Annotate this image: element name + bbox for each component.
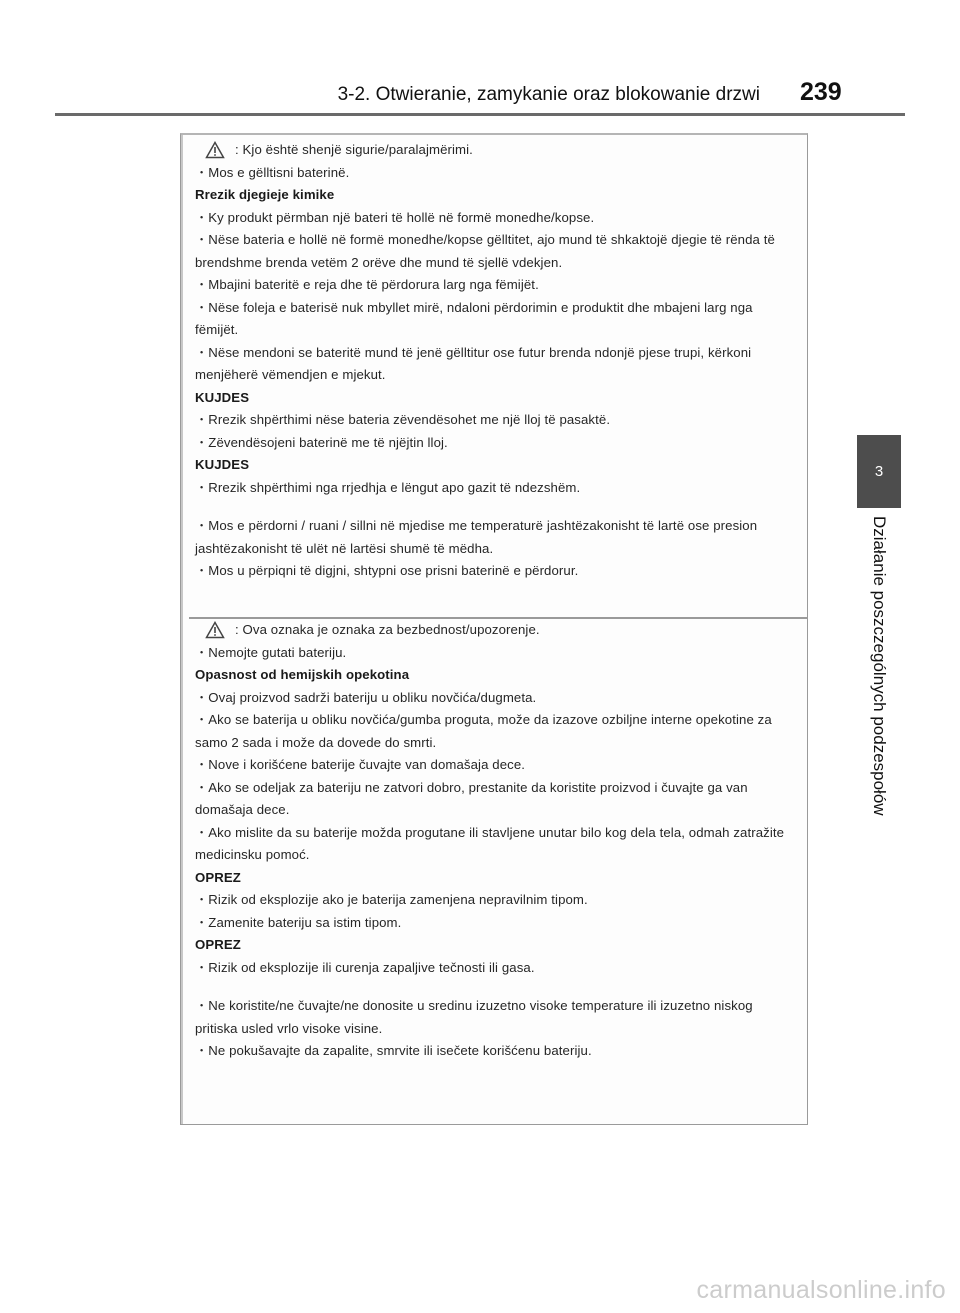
line: ・Mos e gëlltisni baterinë. [195,164,350,180]
spacer [189,979,807,995]
caution-title: OPREZ [195,869,241,885]
chapter-tab [857,435,901,508]
line: ・Ako se baterija u obliku novčića/gumba proguta, može da izazove ozbiljne interne opekotine za samo 2 sada i može da dovede do smrti. [195,712,772,750]
line: ・Ako se odeljak za bateriju ne zatvori dobro, prestanite da koristite proizvod i čuvajte ga van domašaja dece. [195,779,748,817]
watermark-text: carmanualsonline.info [696,1276,946,1304]
section-title: Opasnost od hemijskih opekotina [195,667,410,682]
caution-title: KUJDES [195,457,250,472]
spacer [189,499,807,515]
caution-title: OPREZ [195,937,241,952]
line: ・Nove i korišćene baterije čuvajte van domašaja dece. [195,757,526,772]
line: ・Ovaj proizvod sadrži bateriju u obliku novčića/dugmeta. [195,689,537,705]
panel-albanian-heading-row [189,139,807,162]
line: ・Nemojte gutati bateriju. [195,644,347,660]
chapter-side-label: Działanie poszczególnych podzespołów [870,516,889,816]
panel-albanian [189,139,807,615]
line: ・Ne koristite/ne čuvajte/ne donosite u sredinu izuzetno visoke temperature ili izuzetno niskog pritiska usled vrlo visoke visine. [195,998,753,1036]
line: ・Mos e përdorni / ruani / sillni në mjedise me temperaturë jashtëzakonisht të lartë ose presion jashtëzakonisht të ulët në lartësi shumë të mëdha. [195,518,758,556]
line: ・Nëse foleja e baterisë nuk mbyllet mirë, ndaloni përdorimin e produktit dhe mbajeni larg nga fëmijët. [195,299,753,337]
line: ・Nëse mendoni se bateritë mund të jenë gëlltitur ose futur brenda ndonjë pjese trupi, kërkoni menjëherë vëmendjen e mjekut. [195,344,752,382]
line: ・Rrezik shpërthimi nëse bateria zëvendësohet me një lloj të pasaktë. [195,412,611,427]
header-rule [55,113,905,116]
page-number: 239 [800,78,842,106]
warning-triangle-icon [205,621,225,639]
panel-serbian-heading: : Ova oznaka je oznaka za bezbednost/upozorenje. [235,622,540,637]
line: ・Ky produkt përmban një bateri të hollë në formë monedhe/kopse. [195,209,595,225]
scan-edge [181,135,183,1124]
warning-triangle-icon [205,141,225,159]
line: ・Rizik od eksplozije ako je baterija zamenjena nepravilnim tipom. [195,892,588,907]
line: ・Rrezik shpërthimi nga rrjedhja e lëngut apo gazit të ndezshëm. [195,479,581,495]
chapter-tab-number: 3 [874,463,884,480]
panel-albanian-heading: : Kjo është shenjë sigurie/paralajmërimi. [235,142,473,157]
line: ・Zëvendësojeni baterinë me të njëjtin lloj. [195,434,448,450]
line: ・Mos u përpiqni të digjni, shtypni ose prisni baterinë e përdorur. [195,563,579,578]
line: ・Ne pokušavajte da zapalite, smrvite ili isečete korišćenu bateriju. [195,1043,592,1058]
line: ・Nëse bateria e hollë në formë monedhe/kopse gëlltitet, ajo mund të shkaktojë djegie të rënda të brendshme brenda vetëm 2 orëve dhe mund të sjellë vdekjen. [195,232,775,270]
panel-serbian-heading-row [189,619,807,642]
line: ・Mbajini bateritë e reja dhe të përdorura larg nga fëmijët. [195,277,539,292]
line: ・Ako mislite da su baterije možda progutane ili stavljene unutar bilo kog dela tela, odmah zatražite medicinsku pomoć. [195,824,785,862]
chapter-header-title: 3-2. Otwieranie, zamykanie oraz blokowanie drzwi [337,84,760,105]
line: ・Rizik od eksplozije ili curenja zapaljive tečnosti ili gasa. [195,959,535,975]
line: ・Zamenite bateriju sa istim tipom. [195,914,402,930]
panel-serbian [189,617,807,1125]
caution-title: KUJDES [195,389,250,405]
scanned-warning-insert [180,133,808,1125]
section-title: Rrezik djegieje kimike [195,187,335,202]
